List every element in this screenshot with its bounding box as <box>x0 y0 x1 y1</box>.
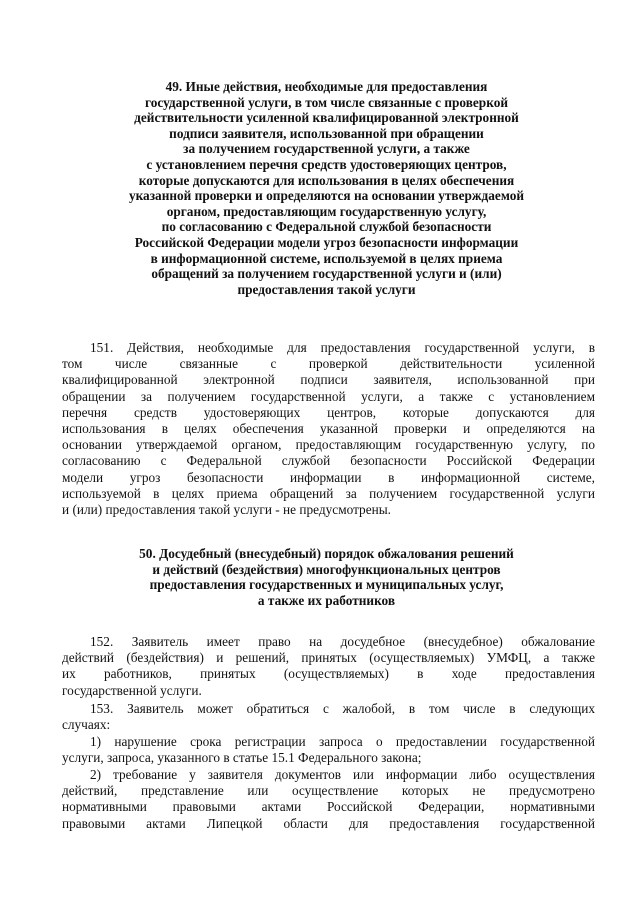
paragraph-line: 151. Действия, необходимые для предоставления государственной услуги, в <box>90 340 595 355</box>
heading-line: и действий (бездействия) многофункциональных центров <box>152 561 501 577</box>
heading-line: указанной проверки и определяются на основании утверждаемой <box>128 188 525 204</box>
paragraph-line: правовыми актами Липецкой области для предоставления государственной <box>62 815 595 831</box>
paragraph-line: используемой в целях приема обращений за получением государственной услуги <box>62 485 595 501</box>
paragraph-line: обращении за получением государственной услуги, а также с установлением <box>62 388 595 404</box>
paragraph-line: их работников, принятых (осуществляемых) в ходе предоставления <box>62 666 595 682</box>
heading-line: подписи заявителя, использованной при обращении <box>169 125 484 141</box>
heading-line: предоставления такой услуги <box>237 281 416 297</box>
paragraph-line: основании утверждаемой органом, предоставляющим государственную услугу, по <box>62 437 595 453</box>
paragraph-line: использования в целях обеспечения указанной проверки и определяются на <box>62 421 595 437</box>
paragraph-line: и (или) предоставления такой услуги - не предусмотрены. <box>62 502 391 518</box>
paragraph-line: нормативными правовыми актами Российской Федерации, нормативными <box>62 799 595 815</box>
paragraph-line: услуги, запроса, указанного в статье 15.1 Федерального закона; <box>62 750 422 766</box>
heading-line: которые допускаются для использования в целях обеспечения <box>138 172 515 188</box>
heading-line: с установлением перечня средств удостоверяющих центров, <box>146 156 507 172</box>
heading-line: обращений за получением государственной услуги и (или) <box>151 266 502 282</box>
list-item-2 <box>62 767 595 832</box>
heading-line: по согласованию с Федеральной службой безопасности <box>161 219 492 235</box>
paragraph-line: 152. Заявитель имеет право на досудебное (внесудебное) обжалование <box>90 634 595 649</box>
list-item-1 <box>62 734 595 766</box>
paragraph-line: 153. Заявитель может обратиться с жалобой, в том числе в следующих <box>90 701 595 716</box>
paragraph-line: квалифицированной электронной подписи заявителя, использованной при <box>62 372 595 388</box>
paragraph-153 <box>62 701 595 733</box>
heading-line: 49. Иные действия, необходимые для предоставления <box>165 79 488 94</box>
heading-line: предоставления государственных и муниципальных услуг, <box>149 577 504 593</box>
heading-line: за получением государственной услуги, а также <box>183 141 470 157</box>
section-50-heading <box>60 546 593 608</box>
heading-line: органом, предоставляющим государственную услугу, <box>166 203 487 219</box>
paragraph-line: согласованию с Федеральной службой безопасности Российской Федерации <box>62 453 595 469</box>
heading-line: а также их работников <box>257 592 396 608</box>
paragraph-line: 1) нарушение срока регистрации запроса о предоставлении государственной <box>90 734 595 749</box>
heading-line: 50. Досудебный (внесудебный) порядок обжалования решений <box>139 546 514 561</box>
paragraph-line: 2) требование у заявителя документов или информации либо осуществления <box>90 767 595 782</box>
heading-line: Российской Федерации модели угроз безопасности информации <box>134 234 519 250</box>
paragraph-line: перечня средств удостоверяющих центров, которые допускаются для <box>62 404 595 420</box>
heading-line: в информационной системе, используемой в целях приема <box>150 250 503 266</box>
section-49-heading <box>60 79 593 297</box>
paragraph-152 <box>62 634 595 699</box>
paragraph-line: модели угроз безопасности информации в информационной системе, <box>62 469 595 485</box>
paragraph-line: действий (бездействия) и решений, принятых (осуществляемых) УМФЦ, а также <box>62 650 595 666</box>
heading-line: государственной услуги, в том числе связанные с проверкой <box>144 94 508 110</box>
paragraph-line: государственной услуги. <box>62 682 202 698</box>
paragraph-line: случаях: <box>62 717 111 733</box>
paragraph-line: действий, представление или осуществление которых не предусмотрено <box>62 783 595 799</box>
paragraph-line: том числе связанные с проверкой действительности усиленной <box>62 356 595 372</box>
heading-line: действительности усиленной квалифицированной электронной <box>134 110 519 126</box>
paragraph-151 <box>62 340 595 518</box>
